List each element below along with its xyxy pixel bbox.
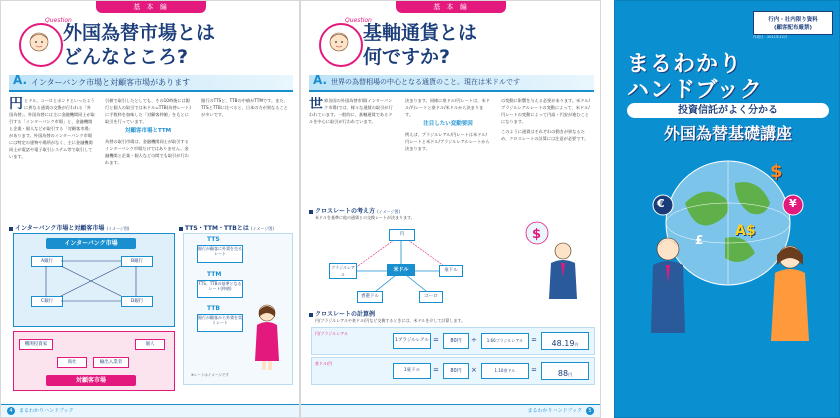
bank-b: B銀行 [121,256,153,267]
body-text: 銀行のTTSと、TTBの中値がTTMです。また、TTSとTTBに比べると、日本の方が異なることが多いです。 [201,98,288,117]
interbank-label: インターバンク市場 [46,238,136,249]
equals-sign: = [433,336,439,344]
equals-sign: = [531,366,537,374]
subheading: 注目したい変動要因 [423,121,473,127]
body-text: 決まります。同様に豪ドル/円レートは、米ドル/円レートと豪ドル/米ドルから決まります。 [405,98,490,117]
equals-sign: = [531,336,537,344]
page-4 [0,0,300,418]
body-column-3 [201,97,291,207]
body-text: とドル、ユーロとポンドといったように異なる通貨の交換が行われる「外国為替」。外国為替には主に金融機関同士が取引する「インターバンク市場」と、金融機関と企業・個人などが取引する「対顧客市場」があります。外国為替のインターバンク市場には特定の建物や場所がなく、主に金融機関同士が電話や電子取引システム等で取引しています。 [9,98,95,159]
calc-operand: 1ブラジルレアル [393,333,431,349]
calc-title: クロスレートの計算例 [309,309,375,318]
currency-symbol: A$ [735,223,756,239]
cross-rate-title: クロスレートの考え方 (イメージ図) [309,206,400,215]
cover-title-1: まるわかり [627,52,743,77]
currency-symbol: $ [770,161,783,182]
bank-a: A銀行 [31,256,63,267]
title-line-1: 外国為替市場とは [63,22,216,44]
customer-item: 機関投資家 [19,339,53,350]
businesswoman-icon [765,241,815,351]
body-text: の変動に影響を与える必要があります。米ドル/ブラジルレアルレートの変動によって、米ドル/円レートの変動によって円高・円安が進むことになります。 [501,98,591,124]
calc-operand: 1.66ブラジルレアル [481,333,529,349]
calc-example-label: 豪ドル/円 [315,361,333,366]
body-column-3 [501,97,591,201]
page-title [363,21,477,69]
body-column-2 [105,97,191,207]
currency-symbol: € [657,197,665,210]
body-column-1 [9,97,95,207]
answer-letter: A. [13,73,28,87]
body-text: 引値で取引したとしても、その10時後には銀行と個人の取引では米ドル=TTB(為替レート)に手数料を加味した「対顧客仲値」をもとに取引を行っています。 [105,98,191,124]
page-title [63,21,215,69]
calc-operand: 80円 [443,363,469,379]
title-line-2: どんなところ? [63,46,189,68]
customer-item: 個人 [135,339,165,350]
customer-market-label: 対顧客市場 [46,375,136,386]
calc-operand: 1.10豪ドル [481,363,529,379]
footer-title: まるわかりハンドブック [527,408,582,414]
body-text: 例えば、ブラジルレアル/円レートは米ドル/円レートと米ドル/ブラジルレアルレートから決まります。 [405,132,490,151]
currency-symbol: £ [695,233,704,247]
answer-text: 世界の為替相場の中心となる通貨のこと。現在は米ドルです [331,78,520,86]
question-badge [19,23,63,67]
question-label: Question [345,17,372,24]
drop-cap: 円 [9,97,23,112]
page-number: 4 [7,407,15,415]
ttm-desc: TTS、TTBの基準となるレート(仲値) [197,280,243,298]
calc-example-label: 円/ブラジルレアル [315,331,348,336]
character-icon [21,25,57,61]
footer [1,404,299,417]
calc-result: 88円 [541,362,589,380]
node-yen: 円 [389,229,415,241]
cover-title-2: ハンドブック [627,78,763,103]
answer-text: インターバンク市場と対顧客市場があります [31,78,191,87]
node-aud: 豪ドル [439,265,463,277]
diagram-title: インターバンク市場と対顧客市場 (イメージ図) [9,223,129,232]
stamp-line-2: (顧客配布厳禁) [773,25,813,31]
node-brl: ブラジルレアル [329,263,357,279]
businessman-illustration-icon [511,211,591,303]
rate-note: ※レートはイメージです [191,373,229,377]
customer-item: 商社 [57,357,87,368]
customer-item: 輸出入業者 [93,357,129,368]
ttb-label: TTB [207,305,220,312]
calc-operand: 80円 [443,333,469,349]
footer [301,404,600,417]
cover-page [614,0,840,418]
bank-arrows [13,233,173,325]
subheading: 対顧客市場とTTM [124,128,172,134]
character-icon [321,25,357,61]
bank-c: C銀行 [31,296,63,307]
equals-sign: = [433,366,439,374]
currency-symbol: ¥ [789,197,797,210]
diagram-title: TTS・TTM・TTBとは (イメージ図) [179,223,274,232]
tts-desc: 銀行が顧客に外貨を売るレート [197,245,243,263]
body-column-1 [309,97,395,201]
question-badge [319,23,363,67]
ttm-label: TTM [207,271,222,278]
node-usd: 米ドル [387,264,415,276]
calc-sub: 円/ブラジルレアルや豪ドル/円など交換するときには、米ドルを介して計算します。 [315,318,466,323]
businessman-icon [643,233,693,343]
calc-operand: 1豪ドル [393,363,431,379]
body-text: このように通貨はそれぞれの動きが異なるため、クロスレートの計算には注意が必要です。 [501,129,589,141]
bank-d: D銀行 [121,296,153,307]
title-line-2: 何ですか? [363,46,451,68]
page-number: 5 [586,407,594,415]
ttb-desc: 銀行が顧客から外貨を買うレート [197,314,243,332]
body-column-2 [405,97,491,201]
internal-use-stamp [753,11,833,35]
question-label: Question [45,17,72,24]
section-tab: 基 本 編 [396,1,506,13]
stamp-date: 作成日：2011年12月 [753,35,788,39]
stamp-line-1: 行内・社内限り資料 [768,17,818,23]
cover-subtitle: 投資信託がよく分かる [627,103,829,118]
body-text: 為替の取引市場は、金融機関同士が取引するインターバンク市場だけではありません。金融機関と企業・個人などの間でも取引が行われます。 [105,139,189,165]
footer-title: まるわかりハンドブック [19,408,74,414]
body-text: 界各国の外国為替市場(インターバンク市場)では、様々な通貨の取引が行われています。一般的に、基軸通貨であるドルを中心に取引が行われています。 [309,98,393,124]
svg-text:$: $ [532,227,542,242]
drop-cap: 世 [309,97,323,112]
page-5 [300,0,601,418]
answer-letter: A. [313,73,328,87]
title-line-1: 基軸通貨とは [363,22,478,44]
node-eur: ユーロ [419,291,443,303]
divide-sign: ÷ [471,336,477,344]
cross-rate-sub: 米ドルを基準に他の通貨との交換レートが決まります。 [315,215,415,220]
multiply-sign: × [471,366,477,374]
tts-label: TTS [207,236,220,243]
node-hkd: 香港ドル [357,291,383,303]
woman-illustration-icon [247,301,287,371]
section-tab: 基 本 編 [96,1,206,13]
calc-result: 48.19円 [541,332,589,350]
cover-main-title: 外国為替基礎講座 [663,124,792,143]
